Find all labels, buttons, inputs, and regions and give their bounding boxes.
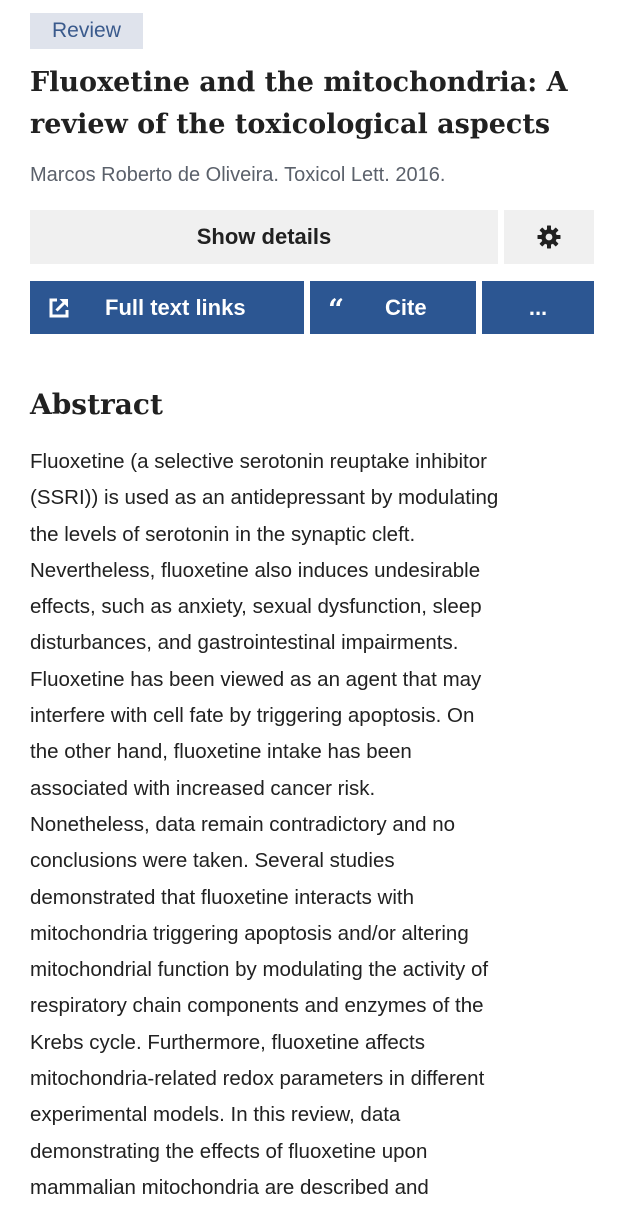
- more-actions-button[interactable]: ...: [482, 281, 594, 334]
- article-citation: Marcos Roberto de Oliveira. Toxicol Lett. 2016.: [30, 164, 446, 186]
- abstract-line: effects, such as anxiety, sexual dysfunction, sleep: [30, 595, 482, 619]
- abstract-line: Fluoxetine (a selective serotonin reuptake inhibitor: [30, 450, 487, 473]
- article-title: [30, 62, 594, 146]
- show-details-button[interactable]: Show details: [30, 210, 498, 264]
- abstract-line: mitochondria-related redox parameters in different: [30, 1067, 485, 1091]
- abstract-line: associated with increased cancer risk.: [30, 776, 376, 800]
- cite-button[interactable]: [310, 281, 476, 334]
- details-row: [30, 210, 594, 264]
- full-text-links-button[interactable]: [30, 281, 304, 334]
- abstract-line: Nonetheless, data remain contradictory and no: [30, 812, 456, 836]
- full-text-links-label: Full text links: [105, 295, 246, 320]
- abstract-line: interfere with cell fate by triggering apoptosis. On: [30, 704, 475, 728]
- abstract-line: mitochondrial function by modulating the activity of: [30, 958, 489, 982]
- article-title-line: review of the toxicological aspects: [30, 109, 551, 140]
- quote-icon: “: [328, 293, 345, 326]
- cite-label: Cite: [385, 295, 427, 320]
- abstract-line: demonstrating the effects of fluoxetine upon: [30, 1139, 428, 1163]
- abstract-line: (SSRI)) is used as an antidepressant by modulating: [30, 486, 499, 510]
- action-row: [30, 281, 594, 334]
- abstract-line: mitochondria triggering apoptosis and/or altering: [30, 921, 469, 945]
- abstract-line: Nevertheless, fluoxetine also induces undesirable: [30, 558, 481, 582]
- abstract-line: disturbances, and gastrointestinal impairments.: [30, 631, 459, 655]
- abstract-line: experimental models. In this review, data: [30, 1103, 401, 1127]
- article-title-line: Fluoxetine and the mitochondria: A: [30, 67, 568, 98]
- abstract-line: respiratory chain components and enzymes of the: [30, 994, 484, 1018]
- abstract-text: [30, 444, 594, 1206]
- publication-type-badge: Review: [30, 13, 143, 49]
- abstract-line: mammalian mitochondria are described and: [30, 1175, 429, 1199]
- abstract-line: conclusions were taken. Several studies: [30, 849, 395, 873]
- abstract-line: demonstrated that fluoxetine interacts with: [30, 885, 415, 909]
- abstract-line: Fluoxetine has been viewed as an agent that may: [30, 667, 482, 691]
- gear-icon: [537, 225, 561, 249]
- abstract-line: Krebs cycle. Furthermore, fluoxetine affects: [30, 1030, 425, 1054]
- abstract-line: the other hand, fluoxetine intake has been: [30, 740, 412, 764]
- external-link-icon: [48, 297, 70, 319]
- abstract-heading: Abstract: [30, 388, 163, 421]
- abstract-line: the levels of serotonin in the synaptic cleft.: [30, 522, 416, 546]
- settings-button[interactable]: [504, 210, 594, 264]
